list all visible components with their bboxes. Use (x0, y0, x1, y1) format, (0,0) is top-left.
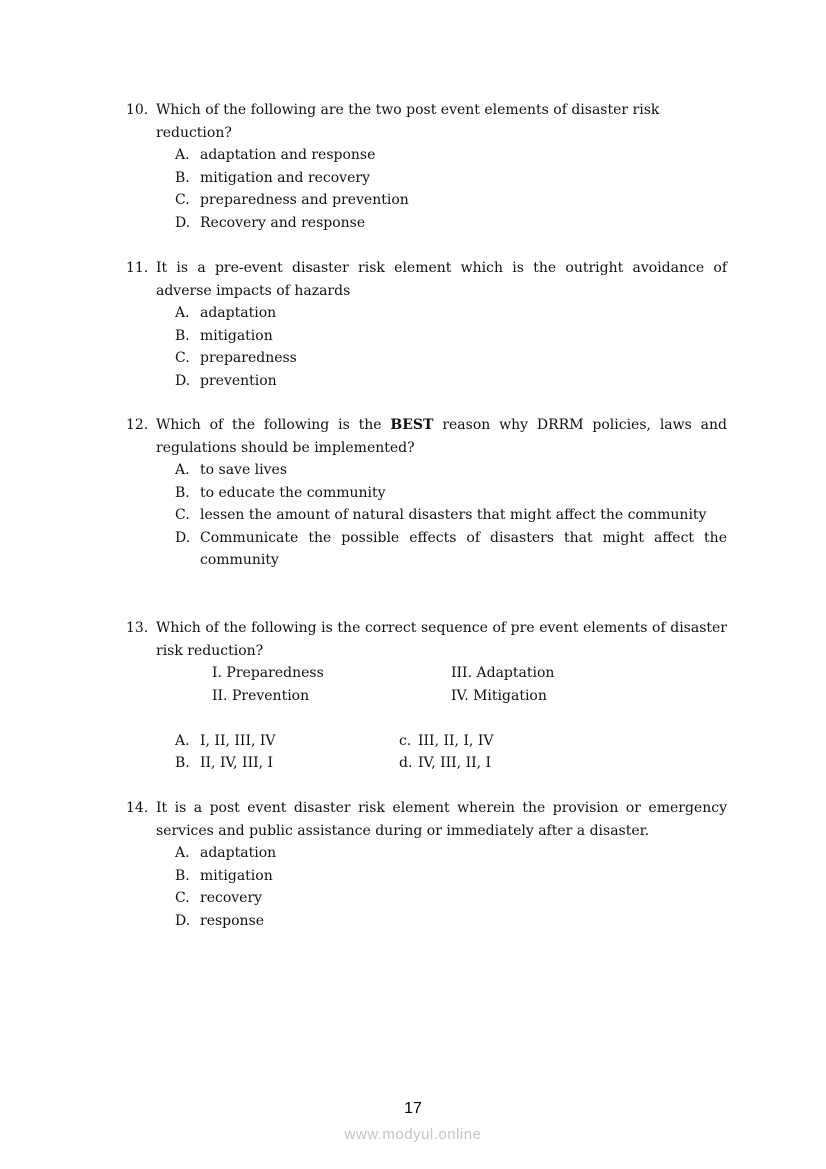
option-text: III, II, I, IV (418, 732, 494, 749)
option-a (175, 302, 727, 325)
option-letter: B. (175, 867, 190, 884)
option-b (175, 167, 727, 190)
question-number: 14. (126, 800, 149, 816)
option-text: I, II, III, IV (200, 732, 276, 749)
question-number: 12. (126, 417, 149, 433)
option-text: mitigation and recovery (200, 169, 370, 186)
option-b (175, 865, 727, 888)
question-number: 13. (126, 620, 149, 636)
option-text: II, IV, III, I (200, 755, 274, 771)
option-letter: A. (175, 147, 190, 163)
stem-emphasis: BEST (390, 417, 434, 433)
option-b (175, 482, 727, 505)
stem-text: reason why DRRM policies, laws and regulations should be implemented? (156, 417, 727, 456)
option-letter: D. (175, 214, 191, 231)
option-letter: C. (175, 192, 190, 208)
question-stem: Which of the following are the two post event elements of disaster risk reduction? (156, 102, 660, 141)
question-10 (126, 99, 727, 234)
option-text: adaptation and response (200, 147, 376, 163)
option-d (175, 370, 727, 393)
page-number: 17 (404, 1100, 422, 1117)
option-letter: D. (175, 912, 191, 929)
option-letter: C. (175, 890, 190, 906)
question-13 (126, 617, 727, 775)
option-row (126, 730, 727, 753)
option-letter: c. (399, 732, 412, 749)
option-letter: B. (175, 327, 190, 344)
option-c (175, 504, 727, 527)
option-letter: A. (175, 845, 190, 861)
option-text: preparedness and prevention (200, 192, 409, 208)
sequence-item: III. Adaptation (451, 665, 555, 681)
option-text: Communicate the possible effects of disasters that might affect the community (200, 529, 727, 568)
option-text: adaptation (200, 305, 277, 321)
option-c (175, 347, 727, 370)
question-number: 11. (126, 260, 149, 276)
option-text: adaptation (200, 845, 277, 861)
option-text: Recovery and response (200, 214, 366, 231)
option-letter: d. (399, 755, 413, 771)
option-text: preparedness (200, 350, 297, 366)
option-b (175, 325, 727, 348)
question-11 (126, 257, 727, 392)
option-c (175, 189, 727, 212)
option-letter: D. (175, 529, 191, 546)
option-d (175, 910, 727, 933)
sequence-item: II. Prevention (212, 687, 310, 704)
question-stem (156, 414, 727, 459)
option-c (175, 887, 727, 910)
option-text: recovery (200, 890, 263, 906)
option-letter: A. (175, 305, 190, 321)
question-number: 10. (126, 102, 149, 118)
option-letter: B. (175, 755, 190, 771)
option-a (175, 842, 727, 865)
watermark: www.modyul.online (344, 1126, 482, 1143)
option-d (175, 212, 727, 235)
sequence-item: IV. Mitigation (451, 687, 547, 704)
question-stem: It is a pre-event disaster risk element which is the outright avoidance of adverse impacts of hazards (156, 260, 727, 299)
option-row (126, 752, 727, 775)
option-letter: A. (175, 462, 190, 478)
question-stem: Which of the following is the correct sequence of pre event elements of disaster risk reduction? (156, 620, 727, 659)
option-text: prevention (200, 372, 277, 389)
option-text: mitigation (200, 327, 273, 344)
option-text: response (200, 912, 265, 929)
sequence-row (126, 685, 727, 708)
option-text: IV, III, II, I (418, 755, 492, 771)
option-a (175, 144, 727, 167)
option-text: lessen the amount of natural disasters that might affect the community (200, 507, 707, 523)
option-d (175, 527, 727, 572)
option-letter: B. (175, 169, 190, 186)
option-letter: A. (175, 732, 190, 749)
option-text: to save lives (200, 462, 288, 478)
sequence-row (126, 662, 727, 685)
option-a (175, 459, 727, 482)
option-letter: B. (175, 484, 190, 501)
option-text: mitigation (200, 867, 273, 884)
question-14 (126, 797, 727, 932)
option-text: to educate the community (200, 484, 386, 501)
option-letter: D. (175, 372, 191, 389)
option-letter: C. (175, 350, 190, 366)
question-stem: It is a post event disaster risk element wherein the provision or emergency services and public assistance during or immediately after a disaster. (156, 800, 727, 839)
sequence-item: I. Preparedness (212, 665, 324, 681)
question-12 (126, 414, 727, 572)
option-letter: C. (175, 507, 190, 523)
stem-text: Which of the following is the (156, 417, 391, 433)
